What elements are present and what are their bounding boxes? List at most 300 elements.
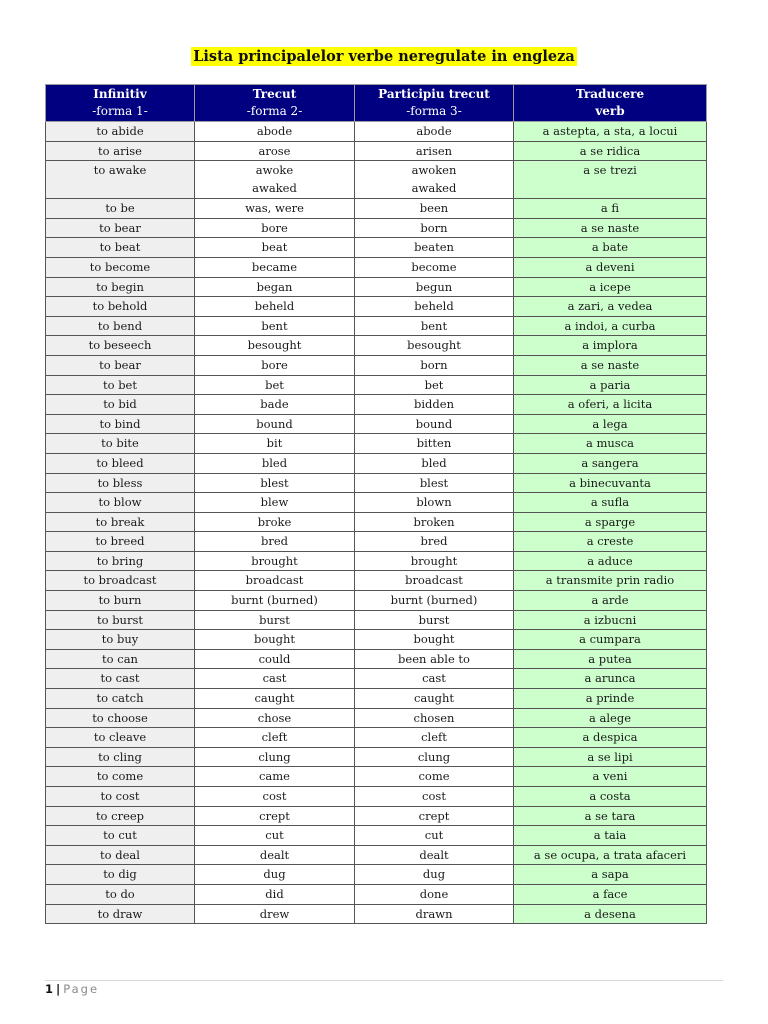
cell-past — [195, 395, 355, 415]
cell-text: became — [251, 259, 298, 274]
table-header-row — [46, 85, 707, 122]
cell-text: a arunca — [584, 671, 636, 686]
cell-past-participle — [355, 297, 514, 317]
cell-text: burnt (burned) — [390, 593, 478, 608]
cell-text: cost — [262, 789, 287, 803]
cell-text: bound — [415, 416, 453, 431]
cell-text: to draw — [97, 906, 143, 921]
cell-text: a cumpara — [579, 632, 641, 647]
cell-text: to bleed — [96, 455, 144, 470]
cell-text: to bring — [96, 553, 144, 568]
table-row — [46, 122, 707, 142]
cell-past-participle — [355, 493, 514, 513]
cell-text: beheld — [254, 299, 295, 314]
cell-translation — [514, 336, 707, 356]
cell-infinitive — [46, 218, 195, 238]
cell-translation — [514, 865, 707, 885]
cell-text: a arde — [591, 593, 629, 608]
cell-text: a aduce — [587, 553, 633, 568]
cell-infinitive — [46, 787, 195, 807]
cell-past — [195, 493, 355, 513]
cell-infinitive — [46, 571, 195, 591]
cell-past-participle — [355, 689, 514, 709]
table-row — [46, 434, 707, 454]
cell-infinitive — [46, 355, 195, 375]
cell-past-participle — [355, 845, 514, 865]
cell-past-participle — [355, 434, 514, 454]
cell-text: a izbucni — [583, 612, 637, 627]
page-footer — [45, 982, 99, 996]
cell-past-participle — [355, 355, 514, 375]
cell-past — [195, 122, 355, 142]
cell-past-participle — [355, 747, 514, 767]
cell-text: bought — [253, 632, 296, 647]
cell-text: abode — [416, 124, 452, 138]
cell-text: chosen — [413, 710, 455, 725]
cell-past-participle — [355, 610, 514, 630]
cell-past-participle — [355, 865, 514, 885]
cell-text: caught — [413, 691, 455, 706]
cell-text: to bend — [97, 318, 143, 333]
table-row — [46, 884, 707, 904]
cell-text: arose — [258, 143, 291, 158]
cell-translation — [514, 493, 707, 513]
cell-past-participle — [355, 512, 514, 532]
cell-text: bit — [266, 436, 283, 451]
table-row — [46, 199, 707, 219]
cell-past-participle — [355, 767, 514, 787]
cell-infinitive — [46, 453, 195, 473]
cell-text: came — [258, 769, 290, 784]
cell-text: a fi — [600, 201, 620, 216]
cell-translation — [514, 806, 707, 826]
cell-text: a astepta, a sta, a locui — [542, 124, 678, 138]
cell-past-participle — [355, 473, 514, 493]
cell-past — [195, 689, 355, 709]
header-past-participle: Participiu trecut -forma 3- — [355, 85, 514, 122]
table-row — [46, 355, 707, 375]
cell-translation — [514, 297, 707, 317]
cell-text: to breed — [95, 534, 145, 549]
cell-text: begun — [415, 279, 453, 294]
cell-text: broadcast — [245, 573, 304, 588]
cell-text: a se trezi — [583, 163, 637, 178]
cell-text: to come — [96, 769, 144, 784]
cell-past — [195, 434, 355, 454]
cell-text: abode — [256, 124, 293, 138]
cell-text: bled — [421, 455, 447, 470]
cell-text: to be — [105, 201, 135, 216]
cell-text: a creste — [586, 534, 634, 549]
cell-translation — [514, 630, 707, 650]
table-row — [46, 728, 707, 748]
cell-past — [195, 141, 355, 161]
table-row — [46, 277, 707, 297]
cell-text: to creep — [95, 808, 145, 823]
cell-past — [195, 884, 355, 904]
cell-text: come — [418, 769, 450, 784]
cell-text: bent — [261, 318, 288, 333]
cell-text: blest — [260, 475, 289, 490]
cell-translation — [514, 512, 707, 532]
cell-past-participle — [355, 336, 514, 356]
cell-text: to bear — [99, 357, 141, 372]
cell-text: bidden — [414, 397, 454, 412]
cell-text: to burst — [97, 612, 143, 627]
cell-past-participle — [355, 669, 514, 689]
cell-past — [195, 532, 355, 552]
cell-text: a lega — [592, 416, 628, 431]
cell-text: crept — [418, 808, 450, 823]
table-row — [46, 238, 707, 258]
cell-text: blew — [260, 495, 289, 510]
cell-text: began — [256, 279, 293, 294]
cell-infinitive — [46, 884, 195, 904]
cell-past — [195, 375, 355, 395]
cell-text: to begin — [96, 279, 144, 294]
cell-text: a oferi, a licita — [567, 397, 653, 412]
cell-infinitive — [46, 141, 195, 161]
cell-text: chose — [257, 710, 292, 725]
cell-text: beheld — [414, 299, 454, 314]
table-row — [46, 297, 707, 317]
cell-past-participle — [355, 375, 514, 395]
cell-text: broadcast — [405, 573, 463, 588]
cell-past — [195, 238, 355, 258]
table-row — [46, 767, 707, 787]
table-row — [46, 571, 707, 591]
cell-past — [195, 669, 355, 689]
cell-text: to bind — [99, 416, 141, 431]
cell-past-participle — [355, 904, 514, 924]
cell-text: become — [411, 259, 457, 274]
cell-text: broke — [257, 514, 292, 529]
cell-text: besought — [407, 338, 461, 353]
table-row — [46, 904, 707, 924]
cell-infinitive — [46, 414, 195, 434]
cell-text: bore — [261, 357, 288, 372]
cell-past — [195, 355, 355, 375]
cell-text: brought — [410, 553, 458, 568]
cell-past — [195, 904, 355, 924]
table-row — [46, 473, 707, 493]
cell-text: to bear — [99, 220, 141, 235]
cell-past-participle — [355, 238, 514, 258]
table-row — [46, 512, 707, 532]
cell-text: a binecuvanta — [569, 475, 651, 490]
cell-text: cleft — [421, 730, 447, 745]
cell-text: bore — [261, 220, 288, 235]
cell-past — [195, 826, 355, 846]
table-row — [46, 316, 707, 336]
cell-text: to awake — [93, 163, 147, 178]
cell-past — [195, 414, 355, 434]
cell-translation — [514, 395, 707, 415]
cell-translation — [514, 434, 707, 454]
cell-translation — [514, 904, 707, 924]
cell-past-participle — [355, 571, 514, 591]
cell-text: a bate — [591, 240, 629, 255]
cell-text: to can — [102, 651, 138, 666]
cell-text: a se ocupa, a trata afaceri — [533, 847, 687, 862]
cell-text: a putea — [588, 651, 632, 666]
cell-infinitive — [46, 708, 195, 728]
cell-past — [195, 277, 355, 297]
cell-text: to become — [89, 259, 151, 274]
cell-text: to bite — [101, 436, 139, 451]
cell-infinitive — [46, 767, 195, 787]
cell-translation — [514, 532, 707, 552]
cell-text: beat — [261, 240, 288, 255]
cell-text: bade — [260, 397, 289, 412]
cell-text: born — [420, 220, 448, 235]
cell-translation — [514, 669, 707, 689]
cell-text: awaked — [252, 181, 297, 196]
cell-text: awoke — [255, 163, 294, 178]
cell-text: a transmite prin radio — [545, 573, 675, 588]
cell-text: cast — [422, 671, 446, 686]
footer-separator: | — [56, 982, 61, 996]
cell-text: a implora — [582, 338, 638, 353]
cell-translation — [514, 161, 707, 199]
irregular-verbs-table — [45, 84, 707, 924]
cell-text: a se tara — [584, 808, 636, 823]
cell-translation — [514, 199, 707, 219]
cell-text: to broadcast — [83, 573, 157, 588]
cell-text: a prinde — [585, 691, 635, 706]
cell-text: a icepe — [589, 279, 631, 294]
cell-text: to cost — [100, 789, 140, 803]
cell-text: cast — [262, 671, 287, 686]
header-translation: Traducere verb — [514, 85, 707, 122]
cell-past — [195, 610, 355, 630]
cell-past — [195, 649, 355, 669]
cell-text: bought — [413, 632, 455, 647]
cell-text: drawn — [415, 906, 453, 921]
cell-past — [195, 551, 355, 571]
page-number: 1 — [45, 982, 54, 996]
cell-text: crept — [259, 808, 290, 823]
cell-infinitive — [46, 728, 195, 748]
table-row — [46, 591, 707, 611]
cell-past — [195, 865, 355, 885]
cell-past-participle — [355, 826, 514, 846]
cell-past — [195, 747, 355, 767]
cell-infinitive — [46, 375, 195, 395]
cell-translation — [514, 122, 707, 142]
cell-text: been able to — [398, 651, 470, 666]
cell-translation — [514, 218, 707, 238]
cell-text: burst — [259, 612, 290, 627]
table-row — [46, 826, 707, 846]
table-row — [46, 161, 707, 199]
cell-text: cut — [424, 828, 444, 843]
cell-past-participle — [355, 316, 514, 336]
cell-text: bent — [420, 318, 448, 333]
table-row — [46, 453, 707, 473]
cell-text: burst — [418, 612, 450, 627]
cell-text: to blow — [98, 495, 142, 510]
cell-past-participle — [355, 218, 514, 238]
cell-infinitive — [46, 826, 195, 846]
cell-translation — [514, 141, 707, 161]
cell-text: to deal — [100, 847, 140, 862]
cell-translation — [514, 884, 707, 904]
cell-text: dealt — [419, 847, 449, 862]
cell-text: a paria — [589, 377, 631, 392]
table-row — [46, 787, 707, 807]
cell-past — [195, 218, 355, 238]
cell-translation — [514, 316, 707, 336]
cell-translation — [514, 610, 707, 630]
cell-translation — [514, 453, 707, 473]
cell-text: a se naste — [580, 357, 640, 372]
cell-text: dug — [263, 867, 286, 882]
cell-text: cleft — [261, 730, 288, 745]
cell-infinitive — [46, 649, 195, 669]
cell-translation — [514, 375, 707, 395]
cell-past-participle — [355, 277, 514, 297]
cell-infinitive — [46, 669, 195, 689]
cell-text: a costa — [589, 789, 631, 803]
cell-past — [195, 571, 355, 591]
cell-text: to bid — [103, 397, 137, 412]
cell-past-participle — [355, 649, 514, 669]
cell-past — [195, 630, 355, 650]
cell-translation — [514, 355, 707, 375]
cell-past — [195, 257, 355, 277]
cell-text: broken — [413, 514, 455, 529]
cell-translation — [514, 591, 707, 611]
cell-past-participle — [355, 728, 514, 748]
cell-translation — [514, 826, 707, 846]
cell-text: to cast — [100, 671, 140, 686]
cell-text: to choose — [92, 710, 148, 725]
cell-past — [195, 453, 355, 473]
cell-translation — [514, 571, 707, 591]
cell-infinitive — [46, 316, 195, 336]
cell-text: bound — [256, 416, 293, 431]
cell-translation — [514, 277, 707, 297]
table-row — [46, 141, 707, 161]
cell-past-participle — [355, 630, 514, 650]
cell-translation — [514, 728, 707, 748]
table-row — [46, 610, 707, 630]
cell-text: drew — [259, 906, 290, 921]
cell-past-participle — [355, 395, 514, 415]
cell-text: a taia — [593, 828, 627, 843]
cell-past-participle — [355, 532, 514, 552]
cell-infinitive — [46, 610, 195, 630]
cell-text: to beseech — [88, 338, 152, 353]
cell-infinitive — [46, 512, 195, 532]
cell-text: to abide — [96, 124, 144, 138]
cell-text: to arise — [98, 143, 142, 158]
cell-text: bled — [261, 455, 288, 470]
cell-infinitive — [46, 257, 195, 277]
cell-text: clung — [417, 749, 451, 764]
cell-text: a alege — [588, 710, 632, 725]
cell-text: to catch — [96, 691, 144, 706]
cell-text: clung — [258, 749, 291, 764]
cell-text: a se naste — [580, 220, 640, 235]
cell-text: to buy — [101, 632, 139, 647]
table-row — [46, 708, 707, 728]
cell-infinitive — [46, 473, 195, 493]
cell-text: to dig — [103, 867, 137, 882]
cell-text: did — [265, 886, 284, 901]
cell-text: a sangera — [581, 455, 639, 470]
cell-text: could — [258, 651, 291, 666]
cell-text: done — [419, 886, 449, 901]
cell-past-participle — [355, 806, 514, 826]
table-row — [46, 532, 707, 552]
cell-text: bred — [260, 534, 289, 549]
cell-infinitive — [46, 591, 195, 611]
cell-text: burnt (burned) — [231, 593, 318, 608]
cell-past-participle — [355, 551, 514, 571]
cell-past — [195, 316, 355, 336]
cell-past-participle — [355, 884, 514, 904]
table-row — [46, 689, 707, 709]
cell-past — [195, 473, 355, 493]
page-label: Page — [63, 982, 100, 996]
table-body — [46, 122, 707, 924]
cell-past-participle — [355, 161, 514, 199]
cell-text: a despica — [582, 730, 638, 745]
cell-infinitive — [46, 845, 195, 865]
table-row — [46, 845, 707, 865]
cell-infinitive — [46, 434, 195, 454]
cell-text: to break — [95, 514, 145, 529]
cell-infinitive — [46, 689, 195, 709]
cell-text: been — [419, 201, 449, 216]
cell-translation — [514, 689, 707, 709]
cell-infinitive — [46, 297, 195, 317]
cell-text: a deveni — [585, 259, 635, 274]
cell-text: arisen — [415, 143, 453, 158]
cell-past-participle — [355, 787, 514, 807]
cell-text: a zari, a vedea — [567, 299, 653, 314]
table-row — [46, 257, 707, 277]
cell-past — [195, 767, 355, 787]
cell-text: a sparge — [584, 514, 636, 529]
cell-text: to beat — [99, 240, 141, 255]
cell-infinitive — [46, 806, 195, 826]
cell-text: beaten — [414, 240, 454, 255]
cell-translation — [514, 708, 707, 728]
table-row — [46, 336, 707, 356]
cell-past-participle — [355, 453, 514, 473]
cell-text: a indoi, a curba — [564, 318, 656, 333]
cell-text: to behold — [92, 299, 148, 314]
cell-text: a face — [592, 886, 628, 901]
cell-past-participle — [355, 708, 514, 728]
header-infinitive: Infinitiv -forma 1- — [46, 85, 195, 122]
cell-text: a sapa — [591, 867, 629, 882]
table-row — [46, 630, 707, 650]
cell-text: dealt — [259, 847, 290, 862]
cell-translation — [514, 787, 707, 807]
cell-infinitive — [46, 122, 195, 142]
table-row — [46, 218, 707, 238]
cell-translation — [514, 414, 707, 434]
table-row — [46, 414, 707, 434]
cell-infinitive — [46, 395, 195, 415]
cell-text: besought — [247, 338, 302, 353]
cell-translation — [514, 747, 707, 767]
cell-past — [195, 161, 355, 199]
